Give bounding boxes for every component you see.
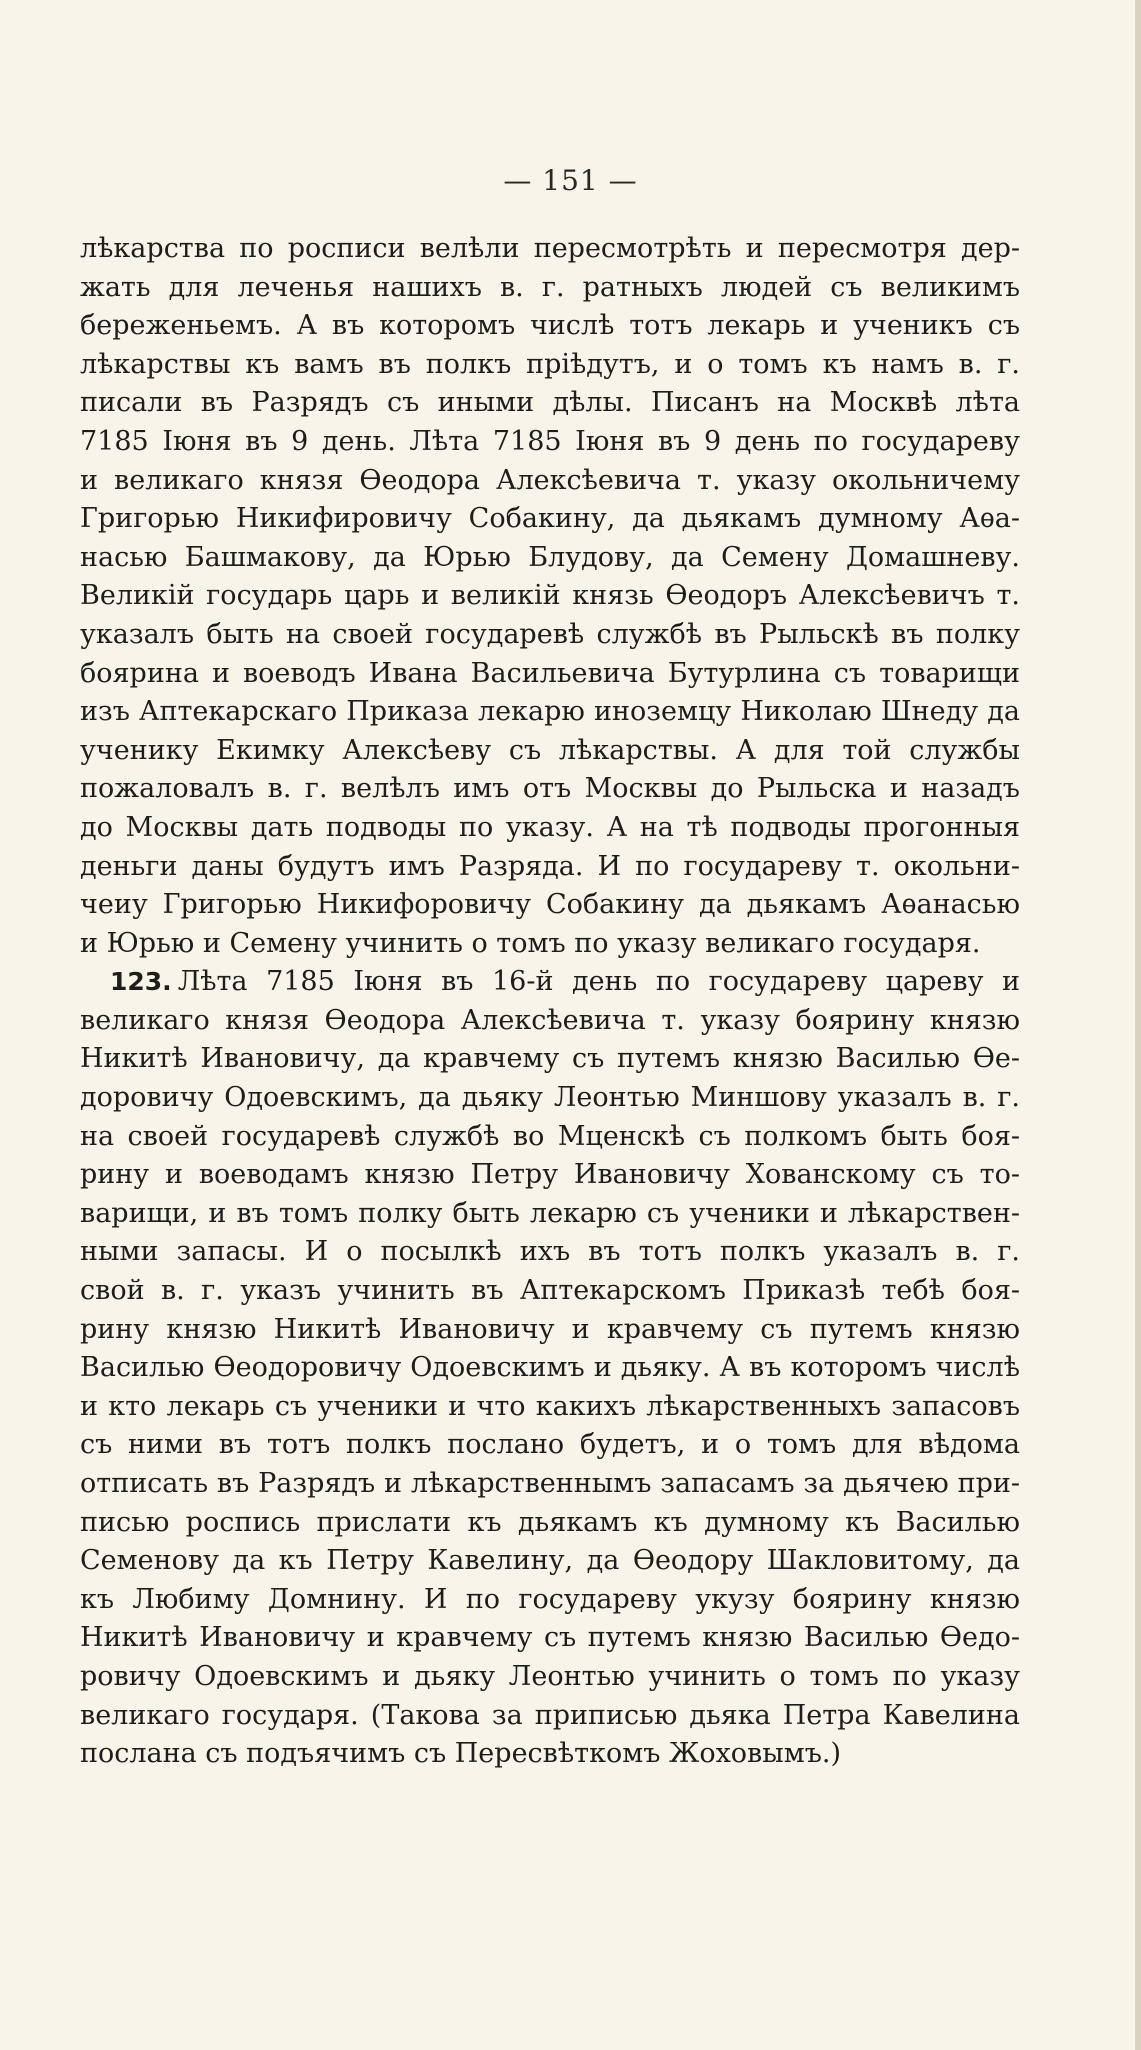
text-line: рину князю Никитѣ Ивановичу и кравчему съ путемъ князю [80,1313,1020,1345]
text-line: ровичу Одоевскимъ и дьяку Леонтью учинить о томъ по указу [80,1660,1020,1692]
text-line: писью роспись прислати къ дьякамъ къ думному къ Василью [80,1506,1020,1538]
text-line: Великiй государь царь и великiй князь Ѳеодоръ Алексѣевичъ т. [80,580,1020,612]
text-line: 7185 Iюня въ 9 день. Лѣта 7185 Iюня въ 9 день по государеву [80,425,1020,457]
text-line: на своей государевѣ службѣ во Мценскѣ съ полкомъ быть боя- [80,1120,1020,1152]
text-line: и великаго князя Ѳеодора Алексѣевича т. указу окольничему [80,464,1020,496]
text-line: Семенову да къ Петру Кавелину, да Ѳеодору Шакловитому, да [80,1545,1020,1577]
text-line: насью Башмакову, да Юрью Блудову, да Семену Домашневу. [80,541,1020,573]
text-line: пожаловалъ в. г. велѣлъ имъ отъ Москвы до Рыльска и назадъ [80,773,1020,805]
text-line: боярина и воеводъ Ивана Васильевича Бутурлина съ товарищи [80,657,1020,689]
text-line: отписать въ Разрядъ и лѣкарственнымъ запасамъ за дьячею при- [80,1468,1020,1499]
text-line: указалъ быть на своей государевѣ службѣ въ Рыльскѣ въ полку [80,618,1020,650]
text-line: лѣкарствы къ вамъ въ полкъ прiѣдутъ, и о томъ къ намъ в. г. [80,348,1020,380]
body-text [80,230,1020,1774]
text-line: изъ Аптекарскаго Приказа лекарю иноземцу Николаю Шнеду да [80,696,1020,728]
text-line: великаго государя. (Такова за приписью дьяка Петра Кавелина [80,1699,1020,1731]
text-line: доровичу Одоевскимъ, да дьяку Леонтью Миншову указалъ в. г. [80,1082,1020,1114]
text-line: Никитѣ Ивановичу и кравчему съ путемъ князю Василью Ѳедо- [80,1622,1020,1654]
text-line: писали въ Разрядъ съ иными дѣлы. Писанъ на Москвѣ лѣта [80,387,1020,419]
text-line: Григорью Никифировичу Собакину, да дьякамъ думному Аѳа- [80,503,1020,535]
text-line: и кто лекарь съ ученики и что какихъ лѣкарственныхъ запасовъ [80,1390,1020,1422]
text-line: и Юрью и Семену учинить о томъ по указу великаго государя. [80,927,981,959]
text-line: до Москвы дать подводы по указу. А на тѣ подводы прогонныя [80,811,1020,843]
text-line: съ ними въ тотъ полкъ послано будетъ, и о томъ для вѣдома [80,1429,1020,1461]
text-line: послана съ подъячимъ съ Пересвѣткомъ Жоховымъ.) [80,1738,842,1770]
text-line: Никитѣ Ивановичу, да кравчему съ путемъ князю Василью Ѳе- [80,1043,1020,1075]
text-line: варищи, и въ томъ полку быть лекарю съ ученики и лѣкарствен- [80,1197,1020,1229]
text-line: береженьемъ. А въ которомъ числѣ тотъ лекарь и ученикъ съ [80,310,1020,342]
section-first-line [80,963,1020,1002]
text-line: ученику Екимку Алексѣеву съ лѣкарствы. А для той службы [80,734,1020,766]
text-line: къ Любиму Домнину. И по государеву укузу боярину князю [80,1583,1020,1615]
text-line: рину и воеводамъ князю Петру Ивановичу Хованскому съ то- [80,1159,1020,1191]
text-line: деньги даны будутъ имъ Разряда. И по государеву т. окольни- [80,850,1020,882]
text-line: чеиу Григорью Никифоровичу Собакину да дьякамъ Аѳанасью [80,889,1020,921]
text-line: свой в. г. указъ учинить въ Аптекарскомъ Приказѣ тебѣ боя- [80,1275,1020,1307]
page-edge [1135,0,1141,2050]
page-number: — 151 — [503,164,638,197]
section-number: 123. [110,967,172,997]
text-line: Василью Ѳеодоровичу Одоевскимъ и дьяку. А въ которомъ числѣ [80,1352,1020,1384]
text-line: великаго князя Ѳеодора Алексѣевича т. указу боярину князю [80,1004,1020,1036]
text-line: лѣкарства по росписи велѣли пересмотрѣть и пересмотря дер- [80,233,1020,264]
text-line: жать для леченья нашихъ в. г. ратныхъ людей съ великимъ [80,271,1020,303]
text-line: ными запасы. И о посылкѣ ихъ въ тотъ полкъ указалъ в. г. [80,1236,1020,1268]
section-first-line-text: Лѣта 7185 Iюня въ 16-й день по государеву цареву и [177,966,1020,998]
